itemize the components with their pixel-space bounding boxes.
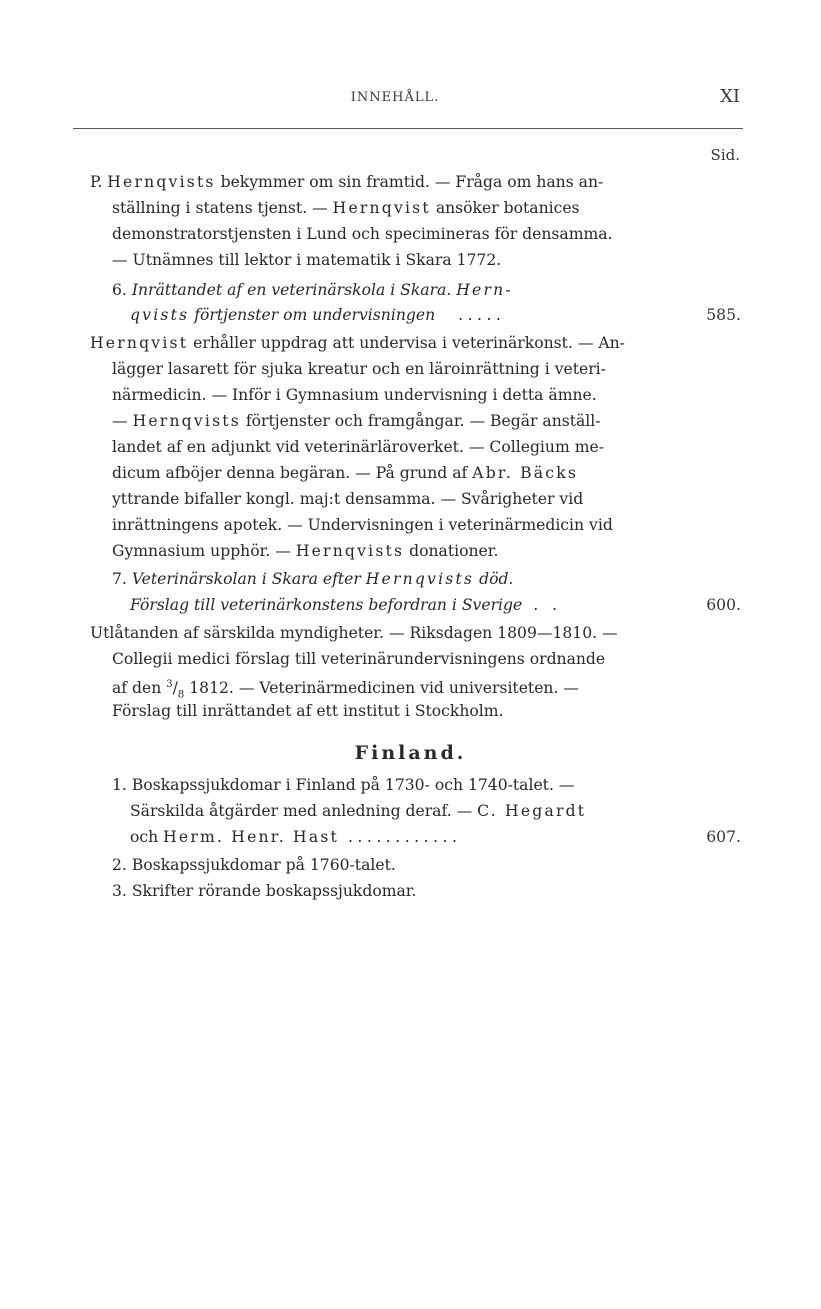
text-line: af den $^3/_8$ 1812. — Veterinärmedicinen vid universiteten. — [112, 679, 579, 701]
text-line: inrättningens apotek. — Undervisningen i veterinärmedicin vid [112, 516, 613, 534]
section-6-title [112, 280, 513, 300]
fraction-numerator: 3 [166, 679, 173, 690]
text-line: Collegii medici förslag till veterinärundervisningens ordnande [112, 650, 606, 668]
text-span: af den [112, 679, 167, 698]
text-span: Boskapssjukdomar i Finland på 1730- och 1740-talet. — [131, 776, 575, 794]
text-span: 1812. — Veterinärmedicinen vid universiteten. — [184, 679, 579, 698]
text-line: demonstratorstjensten i Lund och specimineras för densamma. [112, 225, 613, 243]
text-span: förtjenster och framgångar. — Begär anställ- [240, 412, 601, 430]
section-title: förtjenster om undervisningen [189, 306, 436, 324]
leader-dots: . . [533, 596, 562, 614]
text-line [112, 411, 601, 431]
text-line [130, 801, 586, 821]
text-line: lägger lasarett för sjuka kreatur och en läroinrättning i veteri- [112, 360, 606, 378]
text-line [90, 333, 625, 353]
person-name: Hernqvists [365, 570, 475, 588]
text-span: Boskapssjukdomar på 1760-talet. [131, 856, 396, 874]
text-span: ansöker botanices [430, 199, 580, 217]
text-line [90, 172, 603, 192]
section-number: 7. [112, 570, 132, 588]
person-name: C. Hegardt [477, 802, 587, 820]
section-6-title-cont [130, 305, 505, 325]
section-title: död. [474, 570, 514, 588]
text-span: donationer. [404, 542, 499, 560]
section-7-page: 600. [706, 596, 741, 614]
finland-heading: Finland. [354, 742, 467, 764]
text-span: Gymnasium upphör. — [112, 542, 296, 560]
text-line: Utlåtanden af särskilda myndigheter. — Riksdagen 1809—1810. — [90, 624, 618, 642]
section-title: Veterinärskolan i Skara efter [131, 570, 366, 588]
person-name: Hern- [456, 281, 513, 299]
section-number: 3. [112, 882, 132, 900]
text-span: erhåller uppdrag att undervisa i veterinärkonst. — An- [188, 334, 625, 352]
page-column-label: Sid. [710, 146, 740, 164]
person-name: Hernqvist [332, 199, 431, 217]
text-span: bekymmer om sin framtid. — Fråga om hans an- [215, 173, 604, 191]
person-name: Herm. Henr. Hast [163, 828, 339, 846]
person-name: Hernqvist [90, 334, 189, 352]
finland-item-1 [112, 775, 574, 795]
leader-dots: ..... [458, 306, 506, 324]
person-name: qvists [130, 306, 190, 324]
section-6-page: 585. [706, 306, 741, 324]
entry-prefix: P. [90, 173, 108, 191]
header-rule [73, 128, 743, 129]
person-name: Abr. Bäcks [472, 464, 579, 482]
text-line [130, 827, 461, 847]
text-span: Särskilda åtgärder med anledning deraf. — [130, 802, 478, 820]
text-line [112, 198, 580, 218]
text-span: — [112, 412, 133, 430]
section-number: 2. [112, 856, 132, 874]
section-7-title-cont [130, 595, 562, 615]
text-line [112, 463, 578, 483]
section-number: 6. [112, 281, 132, 299]
text-span: Skrifter rörande boskapssjukdomar. [131, 882, 417, 900]
text-line: Förslag till inrättandet af ett institut i Stockholm. [112, 702, 504, 720]
text-line: närmedicin. — Inför i Gymnasium undervisning i detta ämne. [112, 386, 597, 404]
fraction-denominator: 8 [177, 689, 185, 701]
text-span: och [130, 828, 164, 846]
finland-item-1-page: 607. [706, 828, 741, 846]
person-name: Hernqvists [132, 412, 241, 430]
leader-dots: ............ [347, 828, 462, 846]
section-number: 1. [112, 776, 132, 794]
section-7-title [112, 569, 513, 589]
text-line: yttrande bifaller kongl. maj:t densamma. — Svårigheter vid [112, 490, 584, 508]
person-name: Hernqvists [295, 542, 405, 560]
section-title: Inrättandet af en veterinärskola i Skara. [131, 281, 457, 299]
finland-item-3 [112, 881, 416, 901]
text-line: landet af en adjunkt vid veterinärläroverket. — Collegium me- [112, 438, 604, 456]
text-span: ställning i statens tjenst. — [112, 199, 333, 217]
running-header-title: INNEHÅLL. [350, 90, 440, 105]
section-title: Förslag till veterinärkonstens befordran i Sverige [130, 596, 523, 614]
text-line: — Utnämnes till lektor i matematik i Skara 1772. [112, 251, 502, 269]
text-line [112, 541, 498, 561]
page-number: XI [720, 86, 740, 107]
text-span: dicum afböjer denna begäran. — På grund af [112, 464, 473, 482]
person-name: Hernqvists [107, 173, 216, 191]
finland-item-2 [112, 855, 396, 875]
